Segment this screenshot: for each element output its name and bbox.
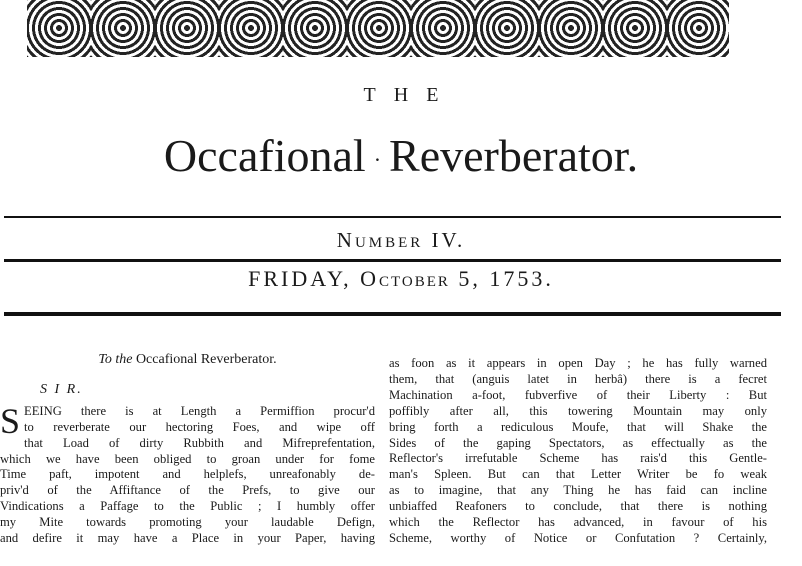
ornamental-header-border <box>27 0 729 57</box>
date-day: FRIDAY, <box>248 266 352 291</box>
text-line: as to imagine, that any Thing he has faid can incline <box>389 483 767 498</box>
text-line: priv'd of the Affiftance of the Prefs, to give our <box>0 483 375 498</box>
text-line: Machination a-foot, fubverfive of their Liberty : But <box>389 387 767 402</box>
title-word-reverberator: Reverberator. <box>389 130 639 181</box>
text-line: to reverberate our hectoring Foes, and wipe off <box>24 419 375 434</box>
letter-column-right <box>389 356 767 547</box>
text-line: Sides of the gaping Spectators, as effectually as the <box>389 435 767 450</box>
letter-heading-rest: Occafional Reverberator. <box>135 352 277 367</box>
masthead-the: THE <box>363 84 457 106</box>
title-separator: · <box>373 147 382 173</box>
letter-heading <box>0 352 375 368</box>
text-line: unbiaffed Reafoners to conclude, that there is nothing <box>389 499 767 514</box>
rule-above-number <box>4 216 781 218</box>
text-line: which the Reflector has advanced, in favour of his <box>389 515 767 530</box>
letter-salutation: S I R. <box>40 381 83 397</box>
issue-number <box>0 228 802 253</box>
newspaper-title <box>0 128 802 188</box>
issue-date <box>0 266 802 292</box>
text-line: which we have been obliged to groan under for fome <box>0 451 375 466</box>
rule-below-date <box>4 312 781 316</box>
text-line: Vindications a Paffage to the Public ; I humbly offer <box>0 499 375 514</box>
letter-paragraph-left <box>0 400 375 547</box>
text-line: them, that (anguis latet in herbâ) there is a fecret <box>389 371 767 386</box>
text-line: bring forth a rediculous Moufe, that will Shake the <box>389 419 767 434</box>
title-word-occasional: Occafional <box>163 130 366 181</box>
text-line: as foon as it appears in open Day ; he has fully warned <box>389 356 767 370</box>
date-day-year: 5, 1753. <box>458 266 554 291</box>
rule-above-date <box>4 259 781 262</box>
text-line: Time paft, impotent and helplefs, unreafonably de- <box>0 467 375 482</box>
letter-heading-italic: To the <box>98 352 133 367</box>
text-line: man's Spleen. But can that Letter Writer be fo weak <box>389 467 767 482</box>
date-month-initial: O <box>360 266 380 291</box>
text-line: poffibly after all, this towering Mountain may only <box>389 403 767 418</box>
letter-column-left <box>0 352 375 547</box>
drop-cap: S <box>0 400 21 441</box>
number-smallcaps: UMBER <box>354 235 424 251</box>
date-month-smallcaps: CTOBER <box>379 274 450 290</box>
number-roman: IV. <box>431 228 466 252</box>
text-line: Reflector's irrefutable Scheme has rais'd this Gentle- <box>389 451 767 466</box>
text-line: EEING there is at Length a Permiffion procur'd <box>24 403 375 418</box>
text-line: that Load of dirty Rubbith and Mifreprefentation, <box>24 435 375 450</box>
text-line: and defire it may have a Place in your Paper, having <box>0 531 375 546</box>
text-line: Scheme, worthy of Notice or Confutation ? Certainly, <box>389 530 767 545</box>
number-initial: N <box>336 228 355 252</box>
text-line: my Mite towards promoting your laudable Defign, <box>0 515 375 530</box>
